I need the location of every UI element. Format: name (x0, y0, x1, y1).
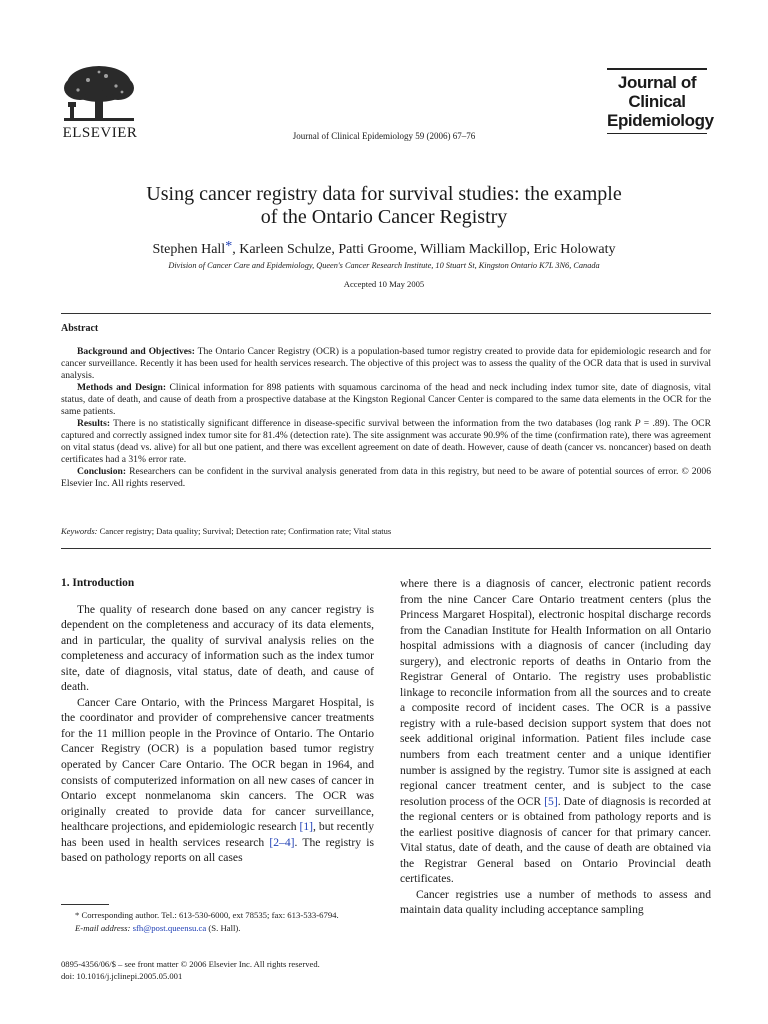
abstract-conclusion (61, 466, 711, 490)
intro-p2-cont-text-b: . Date of diagnosis is recorded at the regional centers or is obtained from pathology reports and is the earliest positive diagnosis of cancer for that primary cancer. Vital status, date of death, and the cause of death are obtained via the Registrar General based on Ontario Provincial death certificates. (400, 794, 711, 886)
corresponding-author-mark[interactable]: * (225, 239, 233, 254)
intro-p2-text-a: Cancer Care Ontario, with the Princess Margaret Hospital, is the coordinator and provider of comprehensive cancer treatments for the 11 million people in the Province of Ontario. The Ontario Cancer Registry (OCR) is a population based tumor registry operated by Cancer Care Ontario. The OCR began in 1964, and consists of computerized information on all new cases of cancer in Ontario except nonmelanoma skin cancers. The OCR was originally created to provide data for cancer surveillance, healthcare projections, and epidemiologic research (61, 695, 374, 834)
abstract-text-conclusion: Researchers can be confident in the survival analysis generated from data in this registry, but need to be aware of potential sources of error. © 2006 Elsevier Inc. All rights reserved. (61, 466, 711, 489)
abstract-text-background: The Ontario Cancer Registry (OCR) is a population-based tumor registry created to provide data for epidemiologic research and for cancer surveillance. Recently it has been used for health services research. The objective of this project was to assess the quality of the OCR data that is used in survival analysis. (61, 346, 711, 381)
journal-logo-top-bar (607, 68, 707, 70)
journal-logo-bottom-rule (607, 133, 707, 134)
intro-paragraph-2 (61, 695, 374, 866)
abstract-label-results: Results: (77, 418, 111, 429)
intro-paragraph-3: Cancer registries use a number of methods to assess and maintain data quality including acceptance sampling (400, 887, 711, 917)
intro-paragraph-2-continued (400, 576, 711, 887)
author-first[interactable]: Stephen Hall (152, 242, 226, 257)
journal-logo-line-1: Journal of (617, 73, 697, 92)
abstract-text-methods: Clinical information for 898 patients with squamous carcinoma of the head and neck including index tumor site, date of diagnosis, vital status, date of death, and cause of death from a prospective database at the Kingston Regional Cancer Center is compared to the same data elements in the OCR for the same patients. (61, 382, 712, 417)
abstract-heading: Abstract (61, 323, 99, 334)
article-title (40, 183, 728, 229)
abstract-text-results-b: = .89). The OCR captured and correctly assigned index tumor site for 81.4% (detection rate). The site assignment was accurate 90.9% of the time (confirmation rate), there was agreement on vital status (dead vs. alive) for all but one patient, and there was excellent agreement on date of death. However, cause of death (cancer vs. noncancer) based on death certificates had a 31% error rate. (61, 418, 711, 465)
keywords-label: Keywords: (61, 526, 98, 536)
section-heading-introduction: 1. Introduction (61, 577, 135, 589)
authors-rest: , Karleen Schulze, Patti Groome, William Mackillop, Eric Holowaty (232, 242, 616, 257)
intro-p2-text-b: , but recently has been used in health services research (61, 820, 375, 849)
doi-line: doi: 10.1016/j.jclinepi.2005.05.001 (61, 971, 183, 981)
journal-logo (607, 68, 714, 134)
keywords-list: Cancer registry; Data quality; Survival; Detection rate; Confirmation rate; Vital status (99, 526, 392, 536)
title-line-2: of the Ontario Cancer Registry (260, 206, 508, 228)
email-suffix: (S. Hall). (206, 922, 241, 933)
journal-logo-line-2: Clinical (628, 92, 686, 111)
corresponding-author-note: * Corresponding author. Tel.: 613-530-6000, ext 78535; fax: 613-533-6794. (75, 910, 339, 920)
abstract-results (61, 418, 711, 466)
intro-p2-cont-text-a: where there is a diagnosis of cancer, electronic patient records from the nine Cancer Care Ontario treatment centers (plus the Princess Margaret Hospital), electronic hospital discharge records from the Canadian Institute for Health Information on all Ontario hospital admissions with a diagnosis of cancer (including day surgery), and electronic reports of deaths in Ontario from the Registrar General of Ontario. The registry uses probablistic linkage to reconcile information from all the sources and to create a composite record of incident cases. The OCR is a passive registry with a rule-based decision support system that does not seek additional original information. Patient files include case numbers from each treatment center and a unique identifier number is assigned by the registry. Tumor site is assigned at each regional cancer treatment center, and is subject to the case resolution process of the OCR (400, 577, 711, 808)
author-list (40, 239, 728, 258)
keywords (61, 526, 711, 536)
abstract-label-conclusion: Conclusion: (77, 466, 127, 477)
email-label: E-mail address: (75, 922, 131, 933)
elsevier-tree-logo-icon (60, 62, 138, 128)
citation-link-2-4[interactable]: [2–4] (269, 835, 295, 849)
abstract-body (61, 346, 711, 490)
abstract-methods (61, 382, 711, 418)
abstract-text-results-p: P (634, 418, 641, 429)
abstract-top-rule (61, 313, 711, 314)
citation-link-5[interactable]: [5] (544, 794, 558, 808)
footnote-rule (61, 904, 109, 905)
accepted-date: Accepted 10 May 2005 (343, 279, 425, 289)
abstract-text-results-a: There is no statistically significant difference in disease-specific survival between the information from the two databases (log rank (113, 418, 632, 429)
body-column-right (400, 576, 711, 918)
abstract-label-methods: Methods and Design: (77, 382, 167, 393)
abstract-bottom-rule (61, 548, 711, 549)
abstract-background (61, 346, 711, 382)
journal-citation: Journal of Clinical Epidemiology 59 (2006) 67–76 (292, 131, 476, 141)
issn-line: 0895-4356/06/$ – see front matter © 2006 Elsevier Inc. All rights reserved. (61, 959, 320, 969)
publisher-name: ELSEVIER (62, 125, 138, 141)
publication-info (61, 958, 461, 982)
affiliation: Division of Cancer Care and Epidemiology, Queen's Cancer Research Institute, 10 Stuart St, Kingston Ontario K7L 3N6, Canada (168, 261, 600, 270)
intro-p2-text-c: . The registry is based on pathology reports on all cases (61, 835, 374, 865)
email-link[interactable]: sfh@post.queensu.ca (132, 922, 207, 933)
citation-link-1[interactable]: [1] (299, 820, 314, 834)
intro-paragraph-1: The quality of research done based on any cancer registry is dependent on the completeness and accuracy of its data elements, and in particular, the quality of survival analysis relies on the completeness and accuracy of information such as the index tumor site, date of diagnosis, vital status, date of death, and cause of death. (61, 602, 374, 694)
title-line-1: Using cancer registry data for survival studies: the example (146, 183, 622, 205)
footnote (61, 909, 377, 934)
abstract-label-background: Background and Objectives: (77, 346, 195, 357)
journal-logo-line-3: Epidemiology (607, 111, 714, 130)
body-column-left (61, 576, 374, 866)
email-line (61, 922, 377, 935)
